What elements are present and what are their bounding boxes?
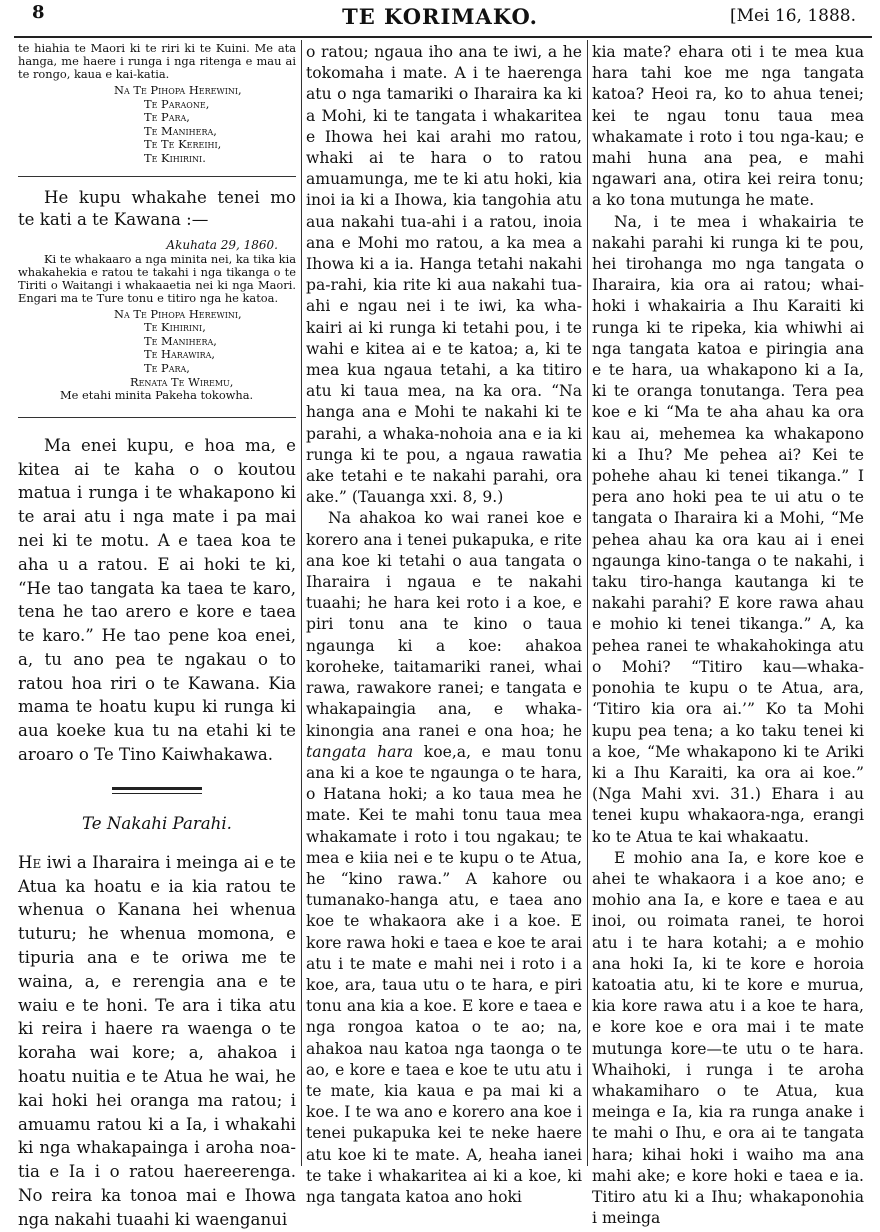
newspaper-title: TE KORIMAKO. — [342, 4, 538, 29]
header-rule — [14, 36, 872, 38]
signature-line: Te Harawira, — [144, 347, 216, 362]
signature-line: Te Paraone, — [144, 96, 210, 111]
article-paragraph: o ratou; ngaua iho ana te iwi, a he tokomaha i mate. A i te haerenga atu o nga tamariki o Iharaira ka ki a Mohi, ki te tangata i whakaritea e Ihowa hei kai arahi mo ratou, whaki ai te hara o to ratou amuamunga, me te ki atu hoki, kia inoi ia ki a Ihowa, kia tangohia atu aua nakahi tua-ahi i a ratou, inoia ana e Mohi mo ratou, a ka mea a Ihowa ki a ia. Hanga tetahi nakahi pa-rahi, kia rite ki aua nakahi tua-ahi e ngau nei i te iwi, ka wha-kairi ai ki runga ki tetahi pou, i te wahi e kitea ai e te katoa; a, ki te mea kua ngaua tetahi, a ka titiro atu ki taua mea, na ka ora. “Na hanga ana e Mohi te nakahi ki te parahi, a whaka-nohoia ana e ia ki runga ki te pou, a ngaua rawatia ake tetahi e te nakahi parahi, ora ake.” (Tauanga xxi. 8, 9.) — [306, 43, 582, 507]
column-3 — [592, 42, 864, 1228]
intro-text: te hiahia te Maori ki te riri ki te Kuini. Me ata hanga, me haere i runga i nga ritenga e mau ai te rongo, kaua e kai-katia. — [18, 41, 296, 81]
signature-line: Te Para, — [144, 360, 190, 375]
page-header — [0, 0, 880, 40]
letter-text: Ki te whakaaro a nga minita nei, ka tika kia whakahekia e ratou te takahi i nga tikanga o te Tiriti o Waitangi i whakaaetia nei ki nga Maori. Engari ma te Ture tonu e titiro nga he katoa. — [18, 251, 297, 305]
column-2 — [306, 42, 582, 1206]
signature-line: Na Te Pihopa Herewini, — [114, 83, 242, 97]
column-1 — [18, 41, 297, 1229]
signature-line: Te Te Kereihi, — [144, 137, 222, 152]
section-divider — [18, 176, 296, 177]
article-paragraph: Na ahakoa ko wai ranei koe e korero ana i tenei pukapuka, e rite ana koe ki tetahi o aua tangata o Iharaira i ngaua e te nakahi tuaahi; he hara kei roto i a koe, e piri tonu ana te kino o taua ngaunga ki a koe: ahakoa koroheke, taitamariki ranei, whai rawa, rawakore ranei; e tangata e whakapaingia ana, e whaka-kinongia ana ranei e ona hoa; he tangata hara koe,a, e mau tonu ana ki a koe te ngaunga o te hara, o Hatana hoki; a ko taua mea he mate. Kei te mahi tonu taua mea whakamate i roto i tou ngakau; te mea e kiia nei e te kupu o te Atua, he “kino rawa.” A kahore ou tumanako-hanga atu, e taea ano koe te whakaora ake i a koe. E kore rawa hoki e taea e koe te arai atu i te mate e mahi nei i roto i a koe, ara, taua utu o te hara, e piri tonu ana kia a koe. E kore e taea e nga rongoa katoa o te ao; na, ahakoa nau katoa nga taonga o te ao, e kore e taea e koe te utu atu i te mate, kia kaua e pa mai ki a koe. I te wa ano e korero ana koe i tenei pukapuka kei te neke haere atu koe ki te mate. A, heaha ianei te take i whakaritea ai ki a koe, ki nga tangata katoa ano hoki — [306, 509, 582, 1206]
section-divider — [18, 417, 296, 418]
ornament-rule — [112, 787, 202, 794]
article-paragraph: E mohio ana Ia, e kore koe e ahei te whakaora i a koe ano; e mohio ana Ia, e kore e taea e au inoi, ou roimata ranei, te horoi atu i te hara kotahi; a e mohio ana hoki Ia, ki te kore e horoia katoatia atu, ki te kore e murua, kia kore rawa atu i a koe te hara, e kore koe e ora mai i te mate mutunga kore—te utu o te hara. Whaihoki, i runga i te aroha whakamiharo o te Atua, kua meinga e Ia, kia ra runga anake i te mahi o Ihu, e ora ai te tangata hara; kihai hoki i waiho ma ana mahi ake; e kore hoki e taea e ia. Titiro atu ki a Ihu; whakaponohia i meinga — [592, 848, 864, 1228]
signature-line: Te Manihera, — [144, 333, 217, 348]
emphasis-text: tangata hara — [306, 742, 414, 761]
column-divider — [301, 40, 302, 1166]
article-paragraph: He iwi a Iharaira i meinga ai e te Atua ka hoatu e ia kia ratou te whenua o Kanana hei whenua tuturu; he whenua momona, e tipuria ana e te oriwa me te waina, a, e rerengia ana e te waiu e te honi. Te ara i tika atu ki reira i haere ra waenga o te koraha wai kore; a, ahakoa i hoatu nuitia e te Atua he wai, he kai hoki hei oranga ma ratou; i amuamu ratou ki a Ia, i whakahi ki nga whakapainga i aroha noa-tia e Ia i o ratou haereerenga. No reira ka tonoa mai e Ihowa nga nakahi tuaahi ki waenganui — [18, 852, 296, 1229]
signature-line: Te Kihirini, — [144, 320, 206, 335]
section-heading: He kupu whakahe tenei mo te kati a te Kawana :— — [18, 187, 296, 229]
signature-block-2 — [18, 308, 296, 403]
signature-line: Te Manihera, — [144, 123, 217, 138]
article-paragraph: Ma enei kupu, e hoa ma, e kitea ai te kaha o o koutou matua i runga i te whakapono ki te arai atu i nga mate i pa mai nei ki te motu. A e taea koa te aha u a ratou. E ai hoki te ki, “He tao tangata ka taea te karo, tena he tao arero e kore e taea te karo.” He tao pene koa enei, a, tu ano pea te ngakau o to ratou hoa riri o te Kawana. Kia mama te hoatu kupu ki runga ki aua koeke kua tu na etahi ki te aroaro o Te Tino Kaiwhakawa. — [18, 435, 296, 765]
article-paragraph: kia mate? ehara oti i te mea kua hara tahi koe me nga tangata katoa? Heoi ra, ko to ahua tenei; kei te ngau tonu taua mea whakamate i roto i tou nga-kau; e mahi huna ana pea, e mahi ngawari ana, otira kei reira tonu; a ko tona mutunga he mate. — [592, 43, 864, 210]
article-paragraph: Na, i te mea i whakairia te nakahi parahi ki runga ki te pou, hei tirohanga mo nga tangata o Iharaira, kia ora ai ratou; whai-hoki i whakairia a Ihu Karaiti ki runga ki te ripeka, kia whiwhi ai nga tangata katoa e piringia ana e te hara, ua whakapono ki a Ia, ki te oranga tonutanga. Tera pea koe e ki “Ma te aha ahau ka ora kau ai, mehemea ka whakapono ki a Ihu? Me pehea ai? Kei te pohehe ahau ki tenei tikanga.” I pera ano hoki pea te ui atu o te tangata o Iharaira ki a Mohi, “Me pehea ahau ka ora kau ai i enei ngaunga kino-tanga o te nakahi, i taku tiro-hanga kautanga ki te nakahi parahi? E kore rawa ahau e mohio ki tenei tikanga.” A, ka pehea ranei te whakahokinga atu o Mohi? “Titiro kau—whaka-ponohia te kupu o te Atua, ara, ‘Titiro kia ora ai.’” Ko ta Mohi kupu pea tena; a ko taku tenei ki a koe, “Me whakapono ki te Ariki ki a Ihu Karaiti, ka ora ai koe.” (Nga Mahi xvi. 31.) Ehara i au tenei kupu whakaora-nga, erangi ko te Atua te kai whakaatu. — [592, 212, 864, 846]
column-divider — [587, 40, 588, 1166]
page-number: 8 — [32, 2, 45, 23]
article-title: Te Nakahi Parahi. — [82, 813, 232, 833]
signature-tail: Me etahi minita Pakeha tokowha. — [60, 388, 254, 403]
issue-date: [Mei 16, 1888. — [729, 6, 856, 26]
letter-date: Akuhata 29, 1860. — [166, 237, 278, 252]
signature-line: Renata Te Wiremu, — [130, 374, 234, 389]
signature-line: Te Para, — [144, 110, 190, 125]
lead-word: He — [18, 852, 42, 872]
signature-block-1 — [18, 84, 296, 166]
signature-line: Na Te Pihopa Herewini, — [114, 306, 242, 321]
signature-line: Te Kihirini. — [144, 150, 206, 165]
